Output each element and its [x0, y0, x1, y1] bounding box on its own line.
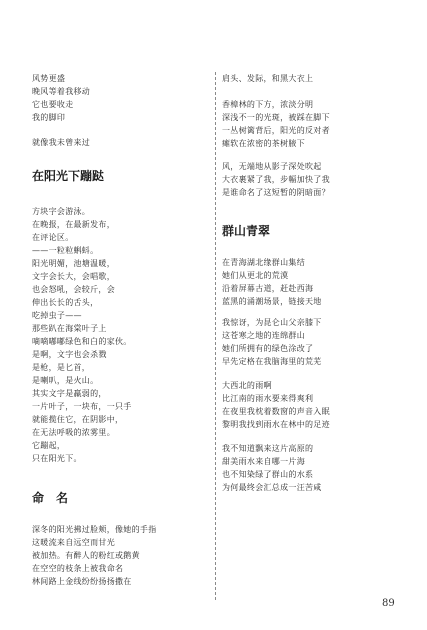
poem-title: 群山青翠	[222, 224, 271, 238]
poem-line: 在青海湖北缘群山集结	[222, 258, 305, 267]
poem-line: 早先定格在我脑海里的荒芜	[222, 357, 322, 366]
poem-line: 一片叶子，一块布，一只手	[32, 402, 132, 411]
poem-line: 是谁命名了这短暂的阴暗面？	[222, 188, 330, 197]
poem-line: 她们从更北的荒漠	[222, 271, 289, 280]
poem-line: 方块字会游泳。	[32, 207, 91, 216]
poem-line: 是枪，是匕首，	[32, 363, 91, 372]
poem-title: 在阳光下蹦跶	[32, 169, 105, 183]
poem-line: 大西北的雨啊	[222, 381, 272, 390]
poem-line: 她们所拥有的绿色涂改了	[222, 344, 314, 353]
poem-line: 我惊讶，为昆仑山父亲膝下	[222, 318, 322, 327]
poem-line: 我不知道飘来这片高原的	[222, 444, 314, 453]
poem-line: 那些趴在海棠叶子上	[32, 324, 107, 333]
poem-line: 甜美雨水来自哪一片海	[222, 457, 305, 466]
poem-line: 我的脚印	[32, 113, 66, 122]
poem-line: 肩头、发际，和黑大衣上	[222, 74, 314, 83]
poem-line: 风，无端地从影子深处吹起	[222, 162, 322, 171]
poem-line: 也会怒吼，会较斤，会	[32, 285, 115, 294]
poem-line: 在无法呼吸的浓雾里。	[32, 428, 115, 437]
poem-line: 在评论区。	[32, 233, 74, 242]
poem-line: 深冬的阳光拂过脸颊，像她的手指	[32, 525, 157, 534]
poem-line: 其实文字是羸弱的，	[32, 389, 107, 398]
poem-line: 瘫软在浓密的茶树腋下	[222, 139, 305, 148]
poem-line: 就像我未曾来过	[32, 138, 91, 147]
poem-line: 是喇叭，是火山。	[32, 376, 99, 385]
poem-line: 这苍寒之地的连绵群山	[222, 331, 305, 340]
poem-line: 林间路上金线纷纷扬扬撒在	[32, 577, 132, 586]
poem-line: 这暖流来自远空而甘光	[32, 538, 115, 547]
poem-line: 香樟林的下方，浓淡分明	[222, 100, 314, 109]
poem-line: 被加热。有醉人的粉红或鹅黄	[32, 551, 140, 560]
poem-line: 风势更盛	[32, 74, 66, 83]
poem-line: 只在阳光下。	[32, 454, 82, 463]
poem-line: 深浅不一的光斑，被踩在脚下	[222, 113, 330, 122]
poem-line: 沿着屏幕古道，赶赴西海	[222, 284, 314, 293]
poem-line: 吃掉虫子——	[32, 311, 82, 320]
poem-line: 为何最终会汇总成一汪苦咸	[222, 483, 322, 492]
poem-line: ——一粒粒蝌蚪。	[32, 246, 99, 255]
poem-line: 在夜里我枕着数窗的声音入眠	[222, 407, 330, 416]
poem-line: 就能揽住它，在阴影中，	[32, 415, 124, 424]
poem-line: 也不知染绿了群山的水系	[222, 470, 314, 479]
poem-line: 蓝黑的涌潮场景，链接天地	[222, 297, 322, 306]
poem-line: 黎明我找到雨水在林中的足迹	[222, 420, 330, 429]
poem-line: 晚风等着我移动	[32, 87, 91, 96]
poem-line: 嘀嘀嘟嘟绿色和白的家伙。	[32, 337, 132, 346]
poem-title: 命 名	[32, 491, 69, 505]
poem-line: 在晚报，在最新发布，	[32, 220, 115, 229]
poem-line: 是啊，文字也会杀戮	[32, 350, 107, 359]
poem-line: 在空空的枝条上被我命名	[32, 564, 124, 573]
poem-line: 阳光明媚，池塘温暖，	[32, 259, 115, 268]
poem-line: 比江南的雨水要来得爽利	[222, 394, 314, 403]
poem-line: 大衣裹紧了我，步幅加快了我	[222, 175, 330, 184]
page-number: 89	[382, 598, 395, 609]
poem-line: 一丛树篱背后，阳光的反对者	[222, 126, 330, 135]
poem-line: 它也要收走	[32, 100, 74, 109]
poem-line: 它蹦起，	[32, 441, 66, 450]
poem-line: 文字会长大，会唱歌，	[32, 272, 115, 281]
poem-line: 伸出长长的舌头，	[32, 298, 99, 307]
column-divider	[215, 72, 216, 600]
